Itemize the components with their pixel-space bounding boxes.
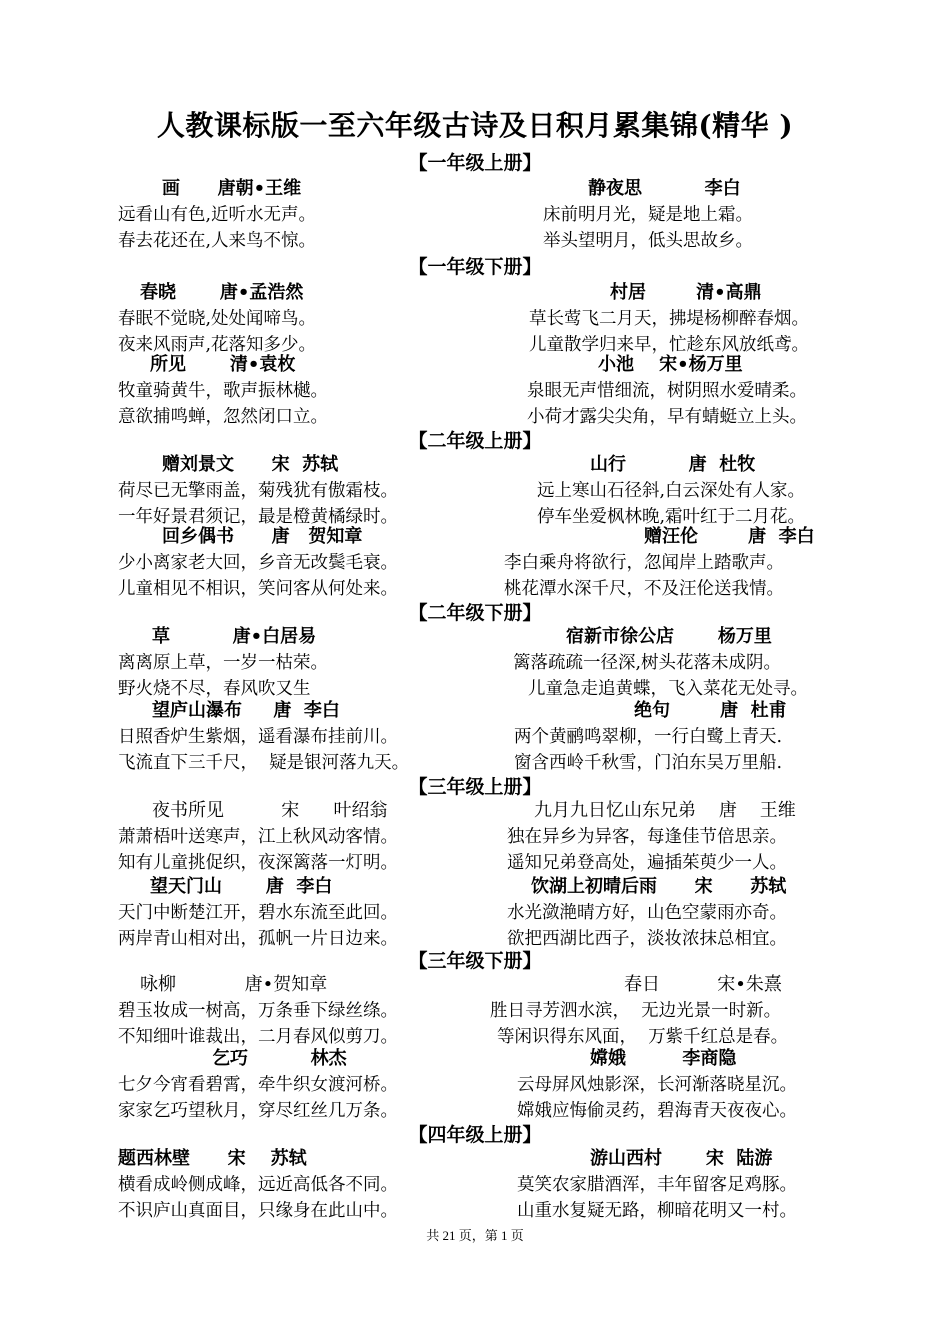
poem-line: 远看山有色,近听水无声。	[118, 205, 317, 225]
poem-line: 家家乞巧望秋月，穿尽红丝几万条。	[118, 1101, 398, 1121]
poem-line: 山重水复疑无路，柳暗花明又一村。	[517, 1201, 797, 1221]
grade-header-4a: 【四年级上册】	[408, 1124, 542, 1146]
poem-line: 李白乘舟将欲行，忽闻岸上踏歌声。	[504, 553, 784, 573]
poem-line: 两岸青山相对出，孤帆一片日边来。	[118, 929, 398, 949]
grade-header-1a: 【一年级上册】	[408, 152, 542, 174]
poem-line: 胜日寻芳泗水滨， 无边光景一时新。	[490, 1001, 782, 1021]
poem-line: 小荷才露尖尖角，早有蜻蜓立上头。	[527, 407, 807, 427]
poem-line: 日照香炉生紫烟，遥看瀑布挂前川。	[118, 727, 398, 747]
poem-line: 不识庐山真面目，只缘身在此山中。	[118, 1201, 398, 1221]
poem-title: 饮湖上初晴后雨 宋 苏轼	[531, 876, 787, 897]
poem-line: 碧玉妆成一树高，万条垂下绿丝绦。	[118, 1001, 398, 1021]
poem-line: 横看成岭侧成峰，远近高低各不同。	[118, 1175, 398, 1195]
poem-line: 春眠不觉晓,处处闻啼鸟。	[118, 309, 317, 329]
poem-title: 回乡偶书 唐 贺知章	[162, 526, 363, 547]
poem-title: 村居 清•高鼎	[610, 282, 762, 303]
poem-line: 举头望明月，低头思故乡。	[543, 231, 753, 251]
poem-line: 萧萧梧叶送寒声，江上秋风动客情。	[118, 827, 398, 847]
poem-line: 遥知兄弟登高处，遍插茱萸少一人。	[507, 853, 787, 873]
grade-header-2a: 【二年级上册】	[408, 430, 542, 452]
grade-header-1b: 【一年级下册】	[408, 256, 542, 278]
poem-line: 少小离家老大回，乡音无改鬓毛衰。	[118, 553, 398, 573]
poem-line: 儿童相见不相识，笑问客从何处来。	[118, 579, 398, 599]
poem-line: 篱落疏疏一径深,树头花落未成阴。	[513, 653, 782, 673]
document-title: 人教课标版一至六年级古诗及日积月累集锦(精华 )	[156, 109, 794, 142]
poem-line: 云母屏风烛影深，长河渐落晓星沉。	[517, 1075, 797, 1095]
poem-line: 草长莺飞二月天，拂堤杨柳醉春烟。	[529, 309, 809, 329]
poem-line: 意欲捕鸣蝉，忽然闭口立。	[118, 407, 328, 427]
poem-line: 夜来风雨声,花落知多少。	[118, 335, 317, 355]
poem-title: 嫦娥 李商隐	[590, 1048, 737, 1069]
poem-line: 欲把西湖比西子，淡妆浓抹总相宜。	[507, 929, 787, 949]
poem-line: 儿童急走追黄蝶，飞入菜花无处寻。	[528, 679, 808, 699]
poem-line: 独在异乡为异客，每逢佳节倍思亲。	[507, 827, 787, 847]
poem-line: 水光潋滟晴方好，山色空蒙雨亦奇。	[507, 903, 787, 923]
poem-title: 山行 唐 杜牧	[590, 454, 756, 475]
poem-title: 草 唐•白居易	[152, 626, 317, 647]
poem-line: 桃花潭水深千尺，不及汪伦送我情。	[504, 579, 784, 599]
poem-title: 绝句 唐 杜甫	[634, 700, 787, 721]
poem-title: 画 唐朝•王维	[162, 178, 302, 199]
page-footer: 共 21 页，第 1 页	[426, 1228, 524, 1243]
poem-line: 远上寒山石径斜,白云深处有人家。	[537, 481, 806, 501]
poem-line: 泉眼无声惜细流，树阴照水爱晴柔。	[527, 381, 807, 401]
poem-line: 床前明月光，疑是地上霜。	[543, 205, 753, 225]
poem-line: 离离原上草，一岁一枯荣。	[118, 653, 328, 673]
poem-title: 乞巧 林杰	[212, 1048, 347, 1069]
poem-title: 夜书所见 宋 叶绍翁	[152, 800, 388, 821]
poem-line: 牧童骑黄牛，歌声振林樾。	[118, 381, 328, 401]
poem-line: 两个黄鹂鸣翠柳，一行白鹭上青天.	[514, 727, 783, 747]
poem-title: 游山西村 宋 陆游	[590, 1148, 773, 1169]
poem-line: 莫笑农家腊酒浑，丰年留客足鸡豚。	[517, 1175, 797, 1195]
poem-title: 九月九日忆山东兄弟 唐 王维	[534, 800, 796, 821]
poem-title: 春晓 唐•孟浩然	[140, 282, 304, 303]
poem-title: 赠刘景文 宋 苏轼	[162, 454, 339, 475]
poem-line: 春去花还在,人来鸟不惊。	[118, 231, 317, 251]
poem-title: 咏柳 唐•贺知章	[140, 974, 328, 995]
poem-line: 窗含西岭千秋雪，门泊东吴万里船.	[514, 753, 783, 773]
poem-line: 知有儿童挑促织，夜深篱落一灯明。	[118, 853, 398, 873]
poem-line: 七夕今宵看碧霄，牵牛织女渡河桥。	[118, 1075, 398, 1095]
poem-line: 野火烧不尽，春风吹又生	[118, 679, 311, 699]
poem-title: 题西林壁 宋 苏轼	[118, 1148, 307, 1169]
poem-title: 望庐山瀑布 唐 李白	[152, 700, 340, 721]
poem-line: 嫦娥应悔偷灵药，碧海青天夜夜心。	[517, 1101, 797, 1121]
poem-line: 儿童散学归来早，忙趁东风放纸鸢。	[529, 335, 809, 355]
poem-line: 飞流直下三千尺， 疑是银河落九天。	[118, 753, 410, 773]
poem-line: 一年好景君须记，最是橙黄橘绿时。	[118, 507, 398, 527]
poem-title: 宿新市徐公店 杨万里	[566, 626, 772, 647]
poem-title: 所见 清•袁枚	[150, 354, 296, 375]
grade-header-2b: 【二年级下册】	[408, 602, 542, 624]
poem-line: 天门中断楚江开，碧水东流至此回。	[118, 903, 398, 923]
poem-title: 赠汪伦 唐 李白	[644, 526, 815, 547]
grade-header-3a: 【三年级上册】	[408, 776, 542, 798]
poem-line: 等闲识得东风面， 万紫千红总是春。	[497, 1027, 789, 1047]
poem-line: 不知细叶谁裁出，二月春风似剪刀。	[118, 1027, 398, 1047]
poem-title: 春日 宋•朱熹	[624, 974, 782, 995]
poem-line: 荷尽已无擎雨盖，菊残犹有傲霜枝。	[118, 481, 398, 501]
grade-header-3b: 【三年级下册】	[408, 950, 542, 972]
poem-title: 小池 宋•杨万里	[598, 354, 743, 375]
poem-title: 望天门山 唐 李白	[150, 876, 333, 897]
poem-title: 静夜思 李白	[588, 178, 741, 199]
poem-line: 停车坐爱枫林晚,霜叶红于二月花。	[537, 507, 806, 527]
